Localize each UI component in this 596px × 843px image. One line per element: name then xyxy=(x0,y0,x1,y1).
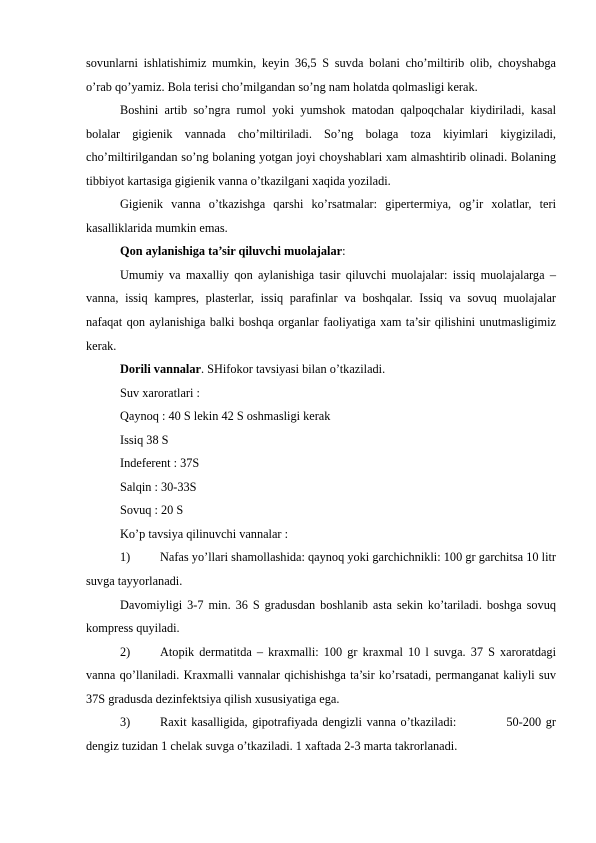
line-cool: Salqin : 30-33S xyxy=(120,479,197,494)
list-item-1 xyxy=(86,546,556,593)
heading-medicinal-baths-tail: . SHifokor tavsiyasi bilan o’tkaziladi. xyxy=(200,362,386,377)
line-warm: Issiq 38 S xyxy=(120,432,169,447)
line-water-temperatures: Suv xaroratlari : xyxy=(120,385,200,400)
list-text-1: Nafas yo’llari shamollashida: qaynoq yoki garchichnikli: 100 gr garchitsa 10 litr suvga tayyorlanadi. xyxy=(86,550,556,589)
heading-medicinal-baths xyxy=(86,358,556,382)
list-text-2: Atopik dermatitda – kraxmalli: 100 gr kraxmal 10 l suvga. 37 S xaroratdagi vanna qo’llaniladi. Kraxmalli vannalar qichishishga ta’sir ko’rsatadi, permanganat kaliyli suv 37S gradusda dezinfektsiya qilish xususiyatiga ega. xyxy=(86,644,556,706)
heading-blood-circulation-bold: Qon aylanishiga ta’sir qiluvchi muolajalar xyxy=(120,244,343,259)
line-indifferent: Indeferent : 37S xyxy=(120,456,200,471)
paragraph-2: Boshini artib so’ngra rumol yoki yumshok matodan qalpoqchalar kiydiriladi, kasal bolalar gigienik vannada cho’miltiriladi. So’ng bolaga toza kiyimlari kiygiziladi, cho’miltirilgandan so’ng bolaning yotgan joyi choyshablari xam almashtirib olinadi. Bolaning tibbiyot kartasiga gigienik vanna o’tkazilgani xaqida yoziladi. xyxy=(86,103,556,188)
paragraph-5: Davomiyligi 3-7 min. 36 S gradusdan boshlanib asta sekin ko’tariladi. boshga sovuq kompress quyiladi. xyxy=(86,597,556,636)
page-content xyxy=(86,52,556,758)
line-cold: Sovuq : 20 S xyxy=(120,503,184,518)
list-number-1: 1) xyxy=(120,550,131,565)
heading-medicinal-baths-bold: Dorili vannalar xyxy=(120,362,201,377)
list-number-3: 3) xyxy=(120,715,131,730)
list-number-2: 2) xyxy=(120,644,131,659)
list-item-2 xyxy=(86,641,556,712)
list-item-3 xyxy=(86,711,556,758)
paragraph-4: Umumiy va maxalliy qon aylanishiga tasir qiluvchi muolajalar: issiq muolajalarga – vanna, issiq kampres, plasterlar, issiq parafinlar va boshqalar. Issiq va sovuq muolajalar nafaqat qon aylanishiga balki boshqa organlar faoliyatiga xam ta’sir qilishini unutmasligimiz kerak. xyxy=(86,267,556,353)
line-recommended-baths: Ko’p tavsiya qilinuvchi vannalar : xyxy=(120,526,289,541)
paragraph-3: Gigienik vanna o’tkazishga qarshi ko’rsatmalar: gipertermiya, og’ir xolatlar, teri kasalliklarida mumkin emas. xyxy=(86,197,556,235)
list-text-3a: Raxit kasalligida, gipotrafiyada dengizli vanna o’tkaziladi: xyxy=(160,715,457,730)
heading-blood-circulation xyxy=(86,240,556,264)
paragraph-1: sovunlarni ishlatishimiz mumkin, keyin 36,5 S suvda bolani cho’miltirib olib, choyshabga o’rab qo’yamiz. Bola terisi cho’milgandan so’ng nam holatda qolmasligi kerak. xyxy=(86,56,556,94)
heading-blood-circulation-tail: : xyxy=(342,244,346,259)
line-hot: Qaynoq : 40 S lekin 42 S oshmasligi kerak xyxy=(120,409,331,424)
list-text-3b: 50-200 gr dengiz tuzidan 1 chelak suvga o’tkaziladi. 1 xaftada 2-3 marta takrorlanadi. xyxy=(86,715,556,753)
